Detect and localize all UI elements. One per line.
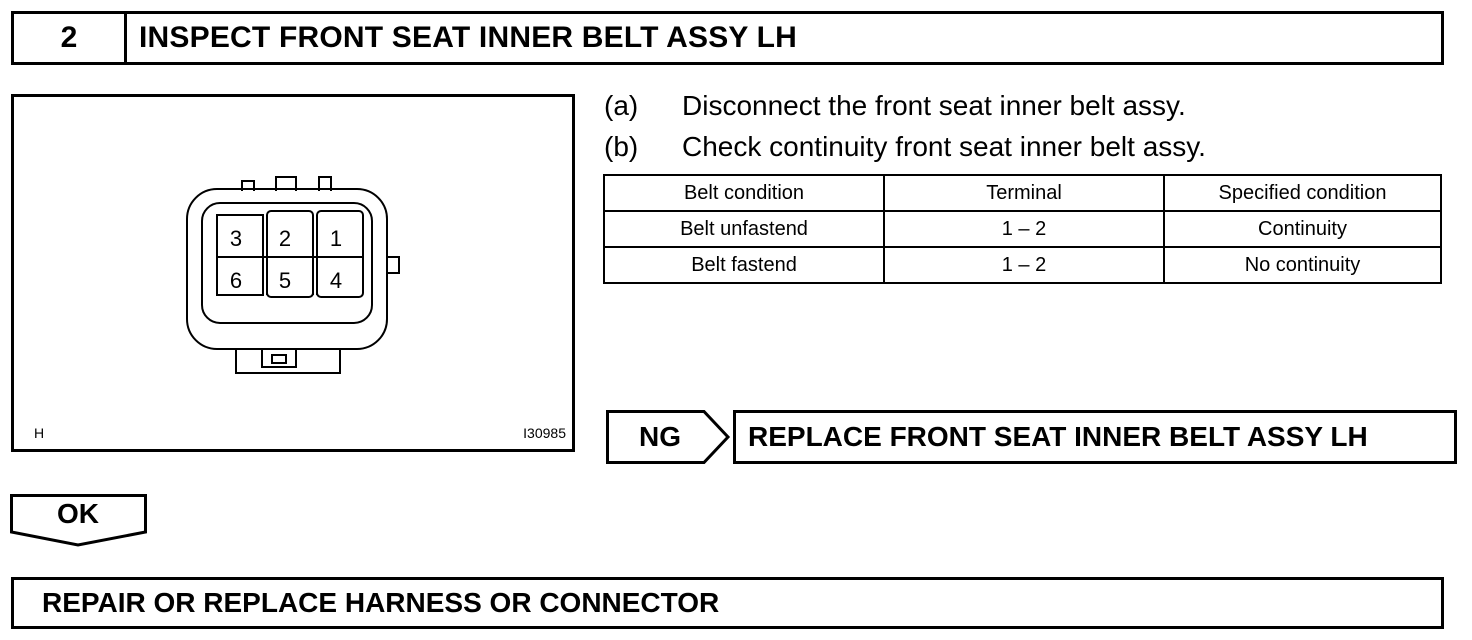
- ok-result-box: REPAIR OR REPLACE HARNESS OR CONNECTOR: [11, 577, 1444, 629]
- instruction-item: [604, 90, 1186, 122]
- figure-mark: H: [34, 425, 45, 441]
- pin-label: 6: [229, 268, 243, 293]
- instruction-text: Disconnect the front seat inner belt assy.: [682, 90, 1186, 121]
- connector-latch-button: [272, 355, 286, 363]
- connector-figure: [11, 94, 575, 452]
- step-title: INSPECT FRONT SEAT INNER BELT ASSY LH: [139, 21, 797, 54]
- table-header-row: [604, 175, 1441, 211]
- connector-side-tab: [387, 257, 399, 273]
- table-cell: Belt fastend: [604, 247, 884, 283]
- ng-arrow-box: [606, 410, 732, 464]
- connector-latch: [236, 349, 340, 373]
- ok-arrow-box: [10, 494, 148, 548]
- table-header: Belt condition: [604, 175, 884, 211]
- table-cell: 1 – 2: [884, 211, 1164, 247]
- pin-label: 3: [229, 226, 243, 251]
- table-header: Terminal: [884, 175, 1164, 211]
- pin-label: 2: [278, 226, 292, 251]
- step-header: [11, 11, 1444, 65]
- table-row: [604, 211, 1441, 247]
- table-cell: Continuity: [1164, 211, 1441, 247]
- instruction-item: [604, 131, 1206, 163]
- figure-code: I30985: [523, 425, 566, 441]
- pin-label: 5: [278, 268, 292, 293]
- instruction-text: Check continuity front seat inner belt assy.: [682, 131, 1206, 162]
- table-cell: No continuity: [1164, 247, 1441, 283]
- ok-label: OK: [57, 498, 99, 529]
- ng-result-box: REPLACE FRONT SEAT INNER BELT ASSY LH: [733, 410, 1457, 464]
- pin-label: 4: [329, 268, 343, 293]
- connector-diagram: [14, 97, 572, 449]
- connector-housing-inner: [202, 203, 372, 323]
- spec-table: [603, 174, 1442, 284]
- pin-label: 1: [329, 226, 343, 251]
- table-row: [604, 247, 1441, 283]
- ng-label: NG: [639, 421, 681, 452]
- table-cell: Belt unfastend: [604, 211, 884, 247]
- instruction-label: (b): [604, 131, 639, 162]
- table-cell: 1 – 2: [884, 247, 1164, 283]
- instruction-label: (a): [604, 90, 639, 121]
- step-number: 2: [14, 14, 127, 62]
- connector-latch-inner: [262, 349, 296, 367]
- table-header: Specified condition: [1164, 175, 1441, 211]
